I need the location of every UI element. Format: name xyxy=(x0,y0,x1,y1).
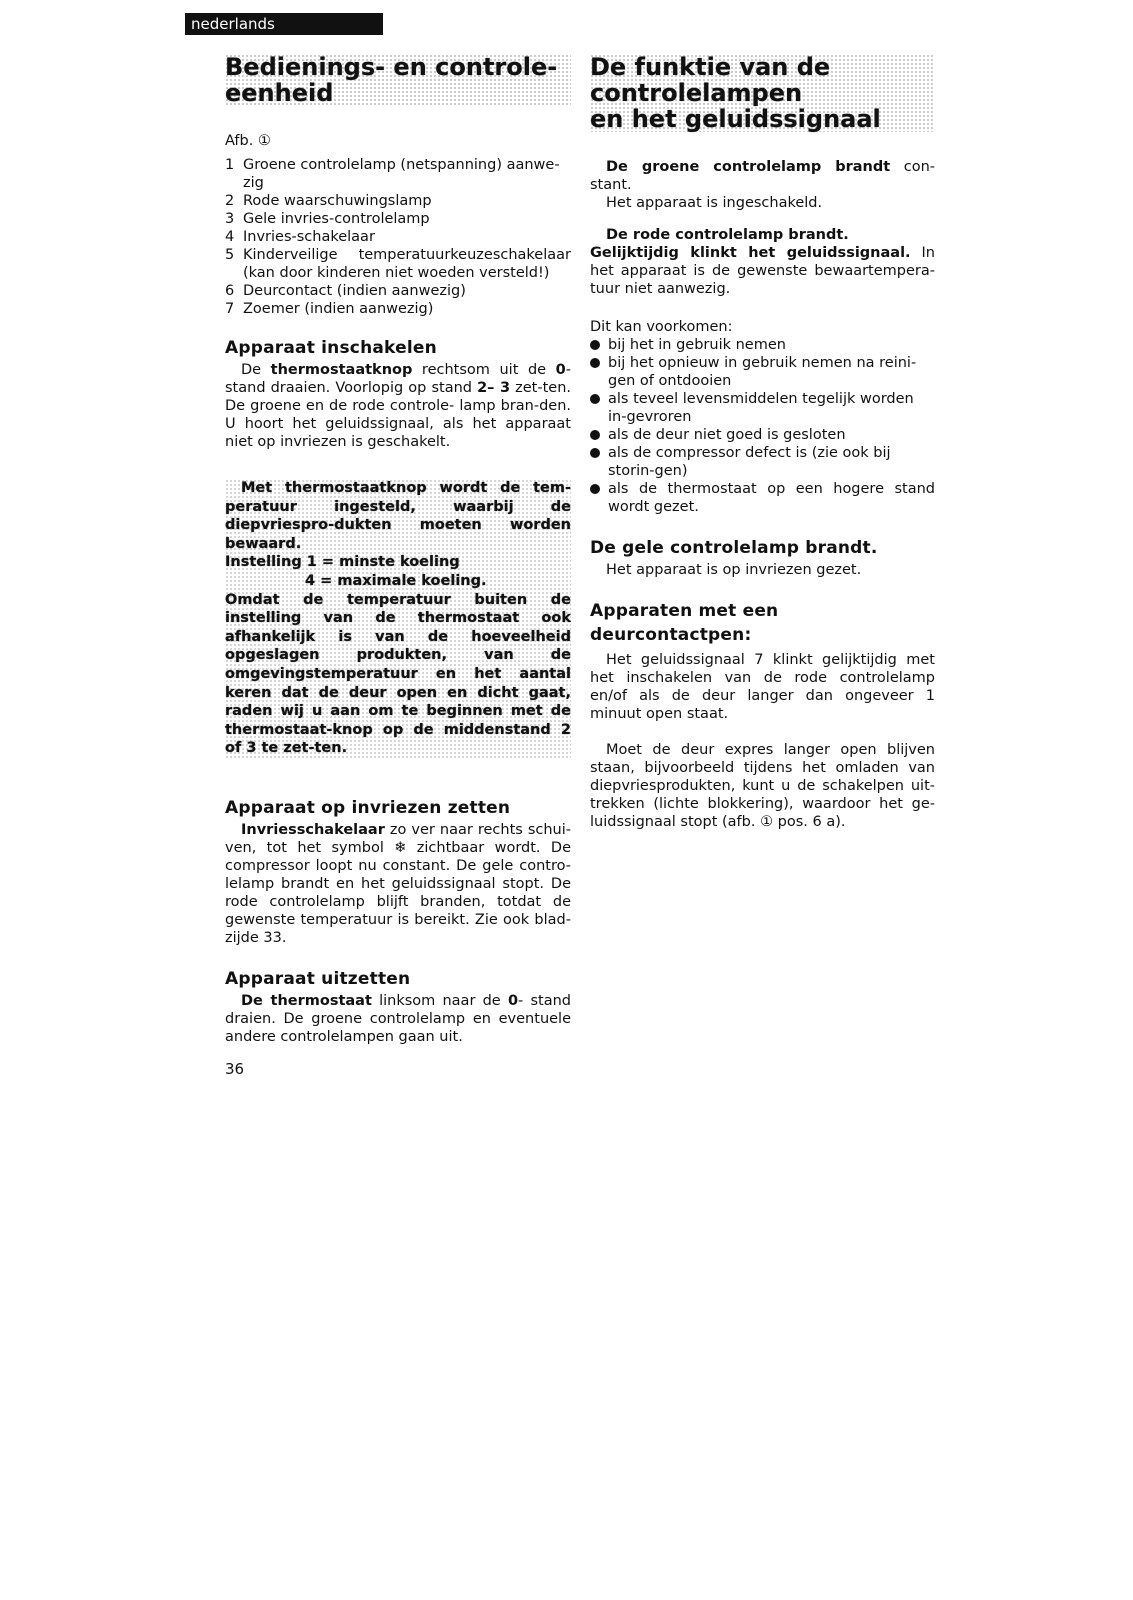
left-column xyxy=(225,50,571,1046)
bold-text: 2– 3 xyxy=(477,380,511,396)
item-text: als de compressor defect is (zie ook bij storin-gen) xyxy=(608,445,891,479)
bullet-icon xyxy=(590,430,600,440)
heading-line: deurcontactpen: xyxy=(590,625,752,645)
list-item xyxy=(590,426,935,444)
item-text: Kinderveilige temperatuurkeuzeschakelaar (kan door kinderen niet woeden versteld!) xyxy=(243,247,571,281)
bold-text: De rode controlelamp brandt. xyxy=(606,227,849,243)
heading-switch-off: Apparaat uitzetten xyxy=(225,968,411,989)
switch-on-text xyxy=(225,361,571,451)
yellow-lamp-text: Het apparaat is op invriezen gezet. xyxy=(606,562,862,578)
bold-text: De thermostaat xyxy=(241,992,372,1009)
list-item xyxy=(225,156,571,192)
item-number: 1 xyxy=(225,157,235,173)
setting-min: Instelling 1 = minste koeling xyxy=(225,554,460,571)
bullet-icon xyxy=(590,340,600,350)
heading-line: en het geluidssignaal xyxy=(590,105,881,133)
occur-list xyxy=(590,336,935,516)
language-tab: nederlands xyxy=(185,13,383,35)
list-item xyxy=(590,354,935,390)
text: zet-ten. De groene en de rode controle- lamp bran-den. U hoort het geluidssignaal, als het apparaat niet op invriezen is geschakelt. xyxy=(225,380,572,450)
item-text: als de deur niet goed is gesloten xyxy=(608,427,846,443)
list-item xyxy=(225,300,571,318)
green-lamp-status: Het apparaat is ingeschakeld. xyxy=(606,195,823,211)
page-number: 36 xyxy=(225,1060,245,1078)
text: rechtsom uit de xyxy=(412,362,556,378)
thermostat-note xyxy=(225,479,571,758)
heading-switch-on: Apparaat inschakelen xyxy=(225,338,437,358)
bold-text: Gelijktijdig klinkt het geluidssignaal. xyxy=(590,245,911,261)
list-item xyxy=(590,444,935,480)
text: linksom naar de xyxy=(371,992,508,1009)
note-text: Omdat de temperatuur buiten de instelling van de thermostaat ook afhankelijk is van de hoeveelheid opgeslagen produkten, van de omgevingstemperatuur en het aantal keren dat de deur open en dicht gaat, raden wij u aan om te beginnen met de thermostaat-knop op de middenstand 2 of 3 te zet-ten. xyxy=(225,591,571,757)
bullet-icon xyxy=(590,484,600,494)
list-item xyxy=(590,390,935,426)
text: In het apparaat is de gewenste bewaartempera-tuur niet aanwezig. xyxy=(590,245,935,297)
item-text: als de thermostaat op een hogere stand wordt gezet. xyxy=(608,481,935,515)
heading-line: Apparaten met een xyxy=(590,601,779,621)
bullet-icon xyxy=(590,448,600,458)
item-text: bij het opnieuw in gebruik nemen na reini-gen of ontdooien xyxy=(608,355,917,389)
item-text: bij het in gebruik nemen xyxy=(608,337,786,353)
door-text-2: Moet de deur expres langer open blijven staan, bijvoorbeeld tijdens het omladen van diepvriesprodukten, kunt u de schakelpen uit-trekken (lichte blokkering), waardoor het ge-luidssignaal stopt (afb. ① pos. 6 a). xyxy=(590,742,935,830)
text: - stand draien. De groene controlelamp en eventuele andere controlelampen gaan uit. xyxy=(225,992,571,1045)
green-lamp-text xyxy=(590,158,935,194)
right-column xyxy=(590,50,935,831)
heading-line: eenheid xyxy=(225,79,334,107)
text: -stand draaien. Voorlopig op stand xyxy=(225,362,571,396)
door-text-1: Het geluidssignaal 7 klinkt gelijktijdig met het inschakelen van de rode controlelamp en/of als de deur langer dan ongeveer 1 minuut open staat. xyxy=(590,652,935,722)
bullet-icon xyxy=(590,358,600,368)
setting-max: 4 = maximale koeling. xyxy=(305,572,487,589)
list-item xyxy=(225,282,571,300)
item-number: 3 xyxy=(225,211,235,227)
bold-text: thermostaatknop xyxy=(270,362,413,378)
item-text: Groene controlelamp (netspanning) aanwe-zig xyxy=(243,157,560,191)
heading-door-contact xyxy=(590,599,935,647)
list-item xyxy=(225,210,571,228)
item-number: 6 xyxy=(225,283,235,299)
freeze-text xyxy=(225,821,571,947)
item-text: als teveel levensmiddelen tegelijk worden in-gevroren xyxy=(608,391,914,425)
heading-line: De funktie van de xyxy=(590,53,831,81)
section-heading-controls xyxy=(225,54,571,106)
list-item xyxy=(225,228,571,246)
item-number: 5 xyxy=(225,247,235,263)
list-item xyxy=(590,480,935,516)
red-lamp-text xyxy=(590,226,935,298)
item-text: Gele invries-controlelamp xyxy=(243,211,430,227)
list-item xyxy=(225,246,571,282)
occur-intro: Dit kan voorkomen: xyxy=(590,319,733,335)
bullet-icon xyxy=(590,394,600,404)
text: De xyxy=(241,362,271,378)
text: con-stant. xyxy=(590,159,936,193)
heading-yellow-lamp: De gele controlelamp brandt. xyxy=(590,538,878,558)
item-text: Invries-schakelaar xyxy=(243,229,375,245)
item-number: 2 xyxy=(225,193,235,209)
switch-off-text xyxy=(225,992,571,1046)
figure-reference: Afb. ① xyxy=(225,133,271,149)
item-text: Deurcontact (indien aanwezig) xyxy=(243,283,466,299)
list-item xyxy=(590,336,935,354)
parts-list xyxy=(225,156,571,318)
item-number: 4 xyxy=(225,229,235,245)
item-text: Zoemer (indien aanwezig) xyxy=(243,301,434,317)
item-number: 7 xyxy=(225,301,235,317)
heading-freeze: Apparaat op invriezen zetten xyxy=(225,797,511,818)
bold-text: De groene controlelamp brandt xyxy=(606,159,891,175)
item-text: Rode waarschuwingslamp xyxy=(243,193,432,209)
heading-line: controlelampen xyxy=(590,79,803,107)
bold-text: 0 xyxy=(507,992,519,1009)
bold-text: Invriesschakelaar xyxy=(241,821,385,838)
bold-text: 0 xyxy=(555,362,566,378)
text: zo ver naar rechts schui-ven, tot het symbol ❄ zichtbaar wordt. De compressor loopt nu constant. De gele contro-lelamp brandt en het geluidssignaal stopt. De rode controlelamp blijft branden, totdat de gewenste temperatuur is bereikt. Zie ook blad-zijde 33. xyxy=(225,821,571,946)
section-heading-lamps xyxy=(590,54,935,132)
note-text: Met thermostaatknop wordt de tem-peratuur ingesteld, waarbij de diepvriespro-dukten moeten worden bewaard. xyxy=(225,480,571,552)
list-item xyxy=(225,192,571,210)
heading-line: Bedienings- en controle- xyxy=(225,53,558,81)
